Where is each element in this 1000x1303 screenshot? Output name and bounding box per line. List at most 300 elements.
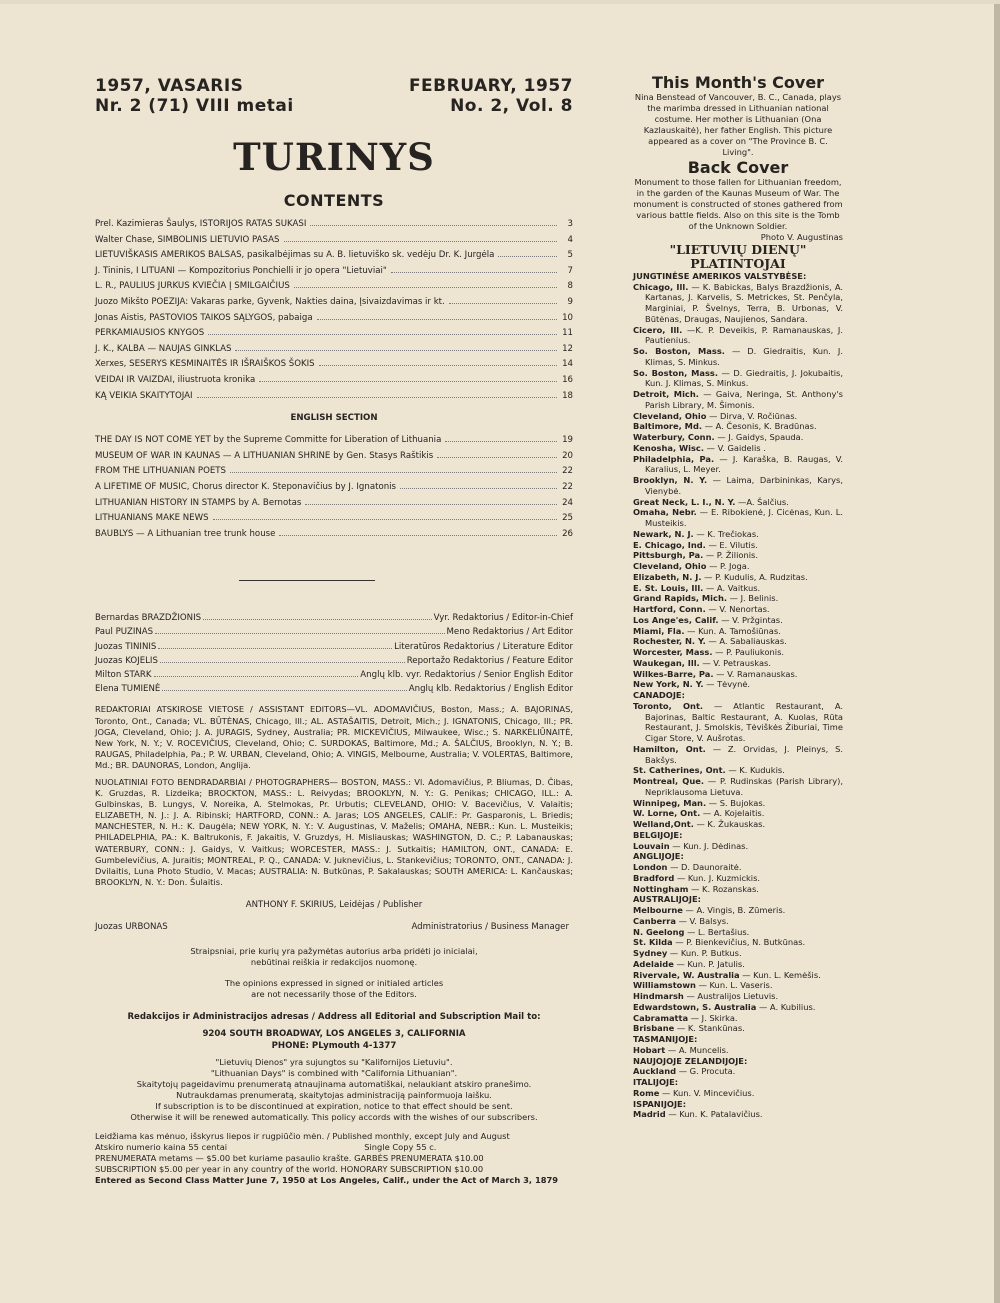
distributor-entry [633, 572, 843, 583]
distributor-city: Waukegan, Ill. [633, 657, 700, 668]
toc-entry-page: 10 [562, 312, 573, 323]
toc-entry-title: J. Tininis, I LITUANI — Kompozitorius Ponchielli ir jo opera "Lietuviai" [95, 265, 387, 276]
country-heading: AUSTRALIJOJE: [633, 894, 701, 905]
staff-entry [95, 642, 573, 656]
country-heading: TASMANIJOJE: [633, 1034, 698, 1045]
distributor-names: — P. Kudulis, A. Rudzitas. [704, 571, 808, 582]
staff-role: Meno Redaktorius / Art Editor [446, 627, 573, 638]
distributor-entry [633, 432, 843, 443]
issue-number-en: No. 2, Vol. 8 [450, 96, 573, 116]
toc-entry-page: 11 [562, 328, 573, 339]
toc-entry [95, 297, 573, 313]
distributor-names: — Gaiva, Neringa, St. Anthony's Parish Library, M. Šimonis. [645, 389, 843, 410]
distributor-city: Pittsburgh, Pa. [633, 550, 704, 561]
distributor-names: — Z. Orvidas, J. Pleinys, S. Bakšys. [645, 743, 844, 765]
distributor-names: — P. Joga. [709, 561, 750, 572]
toc-entry-page: 16 [562, 374, 573, 385]
distributor-names: — L. Bertašius. [687, 926, 750, 937]
staff-role: Anglų klb. vyr. Redaktorius / Senior English Editor [360, 670, 573, 681]
distributor-names: — Kun. P. Jatulis. [676, 958, 745, 969]
distributor-city: Brisbane [633, 1023, 675, 1034]
toc-entry-title: Juozo Mikšto POEZIJA: Vakaras parke, Gyvenk, Nakties daina, Įsivaizdavimas ir kt. [95, 296, 445, 307]
dot-leader [158, 648, 392, 649]
distributor-names: — A. Kubilius. [758, 1001, 816, 1012]
toc-entry-page: 18 [562, 390, 573, 401]
business-manager-role: Administratorius / Business Manager [411, 921, 569, 932]
distributor-names: — V. Pržgintas. [721, 614, 783, 625]
toc-entry-title: L. R., PAULIUS JURKUS KVIEČIA Į SMILGAIČIUS [95, 281, 290, 292]
distributor-entry [633, 862, 843, 873]
distributor-entry [633, 346, 843, 368]
toc-entry-page: 8 [567, 281, 573, 292]
distributor-names: —A. Šalčius. [738, 496, 789, 507]
distributor-names: — A. Vingis, B. Zūmeris. [685, 905, 786, 916]
distributor-names: — J. Skirka. [690, 1012, 738, 1023]
distributor-names: — J. Gaidys, Spauda. [717, 432, 804, 443]
staff-name: Milton STARK [95, 670, 152, 681]
distributor-entry [633, 884, 843, 895]
dot-leader [305, 504, 557, 505]
distributor-city: Grand Rapids, Mich. [633, 593, 728, 604]
toc-entry-title: Xerxes, SESERYS KESMINAITĖS IR IŠRAIŠKOS ŠOKIS [95, 359, 315, 370]
distributor-names: — Atlantic Restaurant, A. Bajorinas, Baltic Restaurant, A. Kuolas, Rūta Restaurant, J. Smolskis, Tėviškės Žiburiai, Time Cigar Store, V. Aušrotas. [645, 700, 843, 744]
distributor-names: — D. Daunoraitė. [670, 862, 742, 873]
distributor-entry [633, 679, 843, 690]
dot-leader [279, 535, 557, 536]
subscription-note-line: "Lietuvių Dienos" yra sujungtos su "Kalifornijos Lietuviu". [215, 1056, 453, 1067]
distributor-city: St. Kilda [633, 937, 673, 948]
dot-leader [155, 633, 444, 634]
distributor-city: So. Boston, Mass. [633, 346, 725, 357]
distributor-entry [633, 1013, 843, 1024]
toc-entry-page: 14 [562, 359, 573, 370]
distributor-names: — E. Ribokienė, J. Cicėnas, Kun. L. Musteikis. [645, 507, 843, 529]
toc-entry-title: Prel. Kazimieras Šaulys, ISTORIJOS RATAS SUKASI [95, 219, 307, 229]
staff-entry [95, 627, 573, 641]
toc-entry [95, 250, 573, 266]
issue-header [95, 76, 573, 116]
distributor-entry [633, 647, 843, 658]
footer-line: SUBSCRIPTION $5.00 per year in any country of the world. HONORARY SUBSCRIPTION $10.00 [95, 1163, 484, 1174]
distributor-entry [633, 593, 843, 604]
toc-entry [95, 498, 573, 514]
disclaimer-en [95, 978, 573, 1000]
toc-entry [95, 375, 573, 391]
distributor-entry [633, 1002, 843, 1013]
issue-date-lt: 1957, VASARIS [95, 76, 244, 96]
staff-role: Literatūros Redaktorius / Literature Editor [394, 641, 573, 652]
publication-footer [95, 1131, 573, 1185]
distributor-entry [633, 701, 843, 744]
toc-entry-title: J. K., KALBA — NAUJAS GINKLAS [95, 343, 232, 354]
dot-leader [154, 676, 359, 677]
toc-entry [95, 266, 573, 282]
distributor-entry [633, 744, 843, 766]
toc-entry [95, 313, 573, 329]
distributor-city: Kenosha, Wisc. [633, 442, 705, 453]
toc-entry [95, 235, 573, 251]
toc-entry-title: PERKAMIAUSIOS KNYGOS [95, 328, 205, 339]
distributor-entry [633, 980, 843, 991]
dot-leader [437, 457, 557, 458]
distributor-names: — S. Bujokas. [708, 797, 766, 808]
dot-leader [400, 488, 557, 489]
dot-leader [162, 690, 406, 691]
distributor-city: Auckland [633, 1066, 677, 1077]
distributor-city: Edwardstown, S. Australia [633, 1001, 757, 1012]
dot-leader [294, 287, 557, 288]
distributor-entry [633, 959, 843, 970]
dot-leader [160, 662, 405, 663]
distributor-city: So. Boston, Mass. [633, 367, 718, 378]
dot-leader [213, 519, 557, 520]
country-heading: ITALIJOJE: [633, 1077, 679, 1088]
contents-heading: CONTENTS [283, 191, 385, 210]
distributor-city: Hobart [633, 1044, 666, 1055]
distributor-city: Montreal, Que. [633, 776, 704, 787]
distributor-entry [633, 948, 843, 959]
toc-entry-title: LIETUVIŠKASIS AMERIKOS BALSAS, pasikalbėjimas su A. B. lietuviško sk. vedėju Dr. K. Jurgėla [95, 250, 495, 261]
toc-entry-page: 12 [562, 343, 573, 354]
toc-entry-title: THE DAY IS NOT COME YET by the Supreme Committe for Liberation of Lithuania [95, 435, 442, 446]
toc-entry-page: 24 [562, 497, 573, 508]
dot-leader [449, 303, 557, 304]
staff-entry [95, 670, 573, 684]
distributor-entry [633, 658, 843, 669]
distributor-city: Chicago, Ill. [633, 281, 689, 292]
distributor-entry [633, 1023, 843, 1034]
toc-entry-title: VEIDAI IR VAIZDAI, iliustruota kronika [95, 374, 256, 385]
distributor-city: Canberra [633, 915, 676, 926]
footer-line: Entered as Second Class Matter June 7, 1950 at Los Angeles, Calif., under the Act of March 3, 1879 [95, 1174, 559, 1185]
distributor-names: — V. Petrauskas. [702, 657, 772, 668]
dot-leader [319, 365, 557, 366]
toc-entry [95, 451, 573, 467]
distributor-city: Madrid [633, 1109, 666, 1120]
distributor-names: — A. Kojelaitis. [702, 808, 765, 819]
dot-leader [310, 225, 557, 226]
distributor-entry [633, 411, 843, 422]
distributor-entry [633, 529, 843, 540]
distributor-city: Melbourne [633, 905, 683, 916]
back-cover-heading: Back Cover [687, 158, 789, 178]
toc-entry-page: 26 [562, 528, 573, 539]
disclaimer-en-line: are not necessarily those of the Editors. [251, 988, 417, 999]
address-line: 9204 SOUTH BROADWAY, LOS ANGELES 3, CALIFORNIA [202, 1028, 466, 1039]
agents-subtitle: PLATINTOJAI [690, 255, 786, 271]
distributor-names: — K. Kudukis. [728, 765, 785, 776]
toc-entry [95, 281, 573, 297]
distributor-entry [633, 561, 843, 572]
subscription-note-line: Skaitytojų pageidavimu prenumeratą atnaujinama automatiškai, nelaukiant atskiro pranešimo. [136, 1079, 532, 1090]
toc-entry-title: Walter Chase, SIMBOLINIS LIETUVIO PASAS [95, 234, 280, 245]
distributor-names: — Kun. J. Dėdinas. [672, 840, 749, 851]
toc-entry-page: 7 [567, 265, 573, 276]
distributor-names: — E. Vilutis. [708, 539, 758, 550]
distributor-entry [633, 776, 843, 798]
distributor-city: Rivervale, W. Australia [633, 969, 740, 980]
distributor-city: Adelaide [633, 958, 674, 969]
distributor-city: Hamilton, Ont. [633, 743, 706, 754]
distributor-names: — P. Bienkevičius, N. Butkūnas. [675, 937, 806, 948]
left-column [95, 76, 573, 1185]
distributor-names: — D. Giedraitis, J. Jokubaitis, Kun. J. Klimas, S. Minkus. [645, 367, 844, 389]
dot-leader [498, 256, 557, 257]
distributor-entry [633, 916, 843, 927]
distributor-entry [633, 475, 843, 497]
assistant-editors: REDAKTORIAI ATSKIROSE VIETOSE / ASSISTANT EDITORS—VL. ADOMAVIČIUS, Boston, Mass.; A. BAJORINAS, Toronto, Ont., Canada; VL. BŪTĖNAS, Chicago, Ill.; AL. ASTAŠAITIS, Detroit, Mich.; J. IGNATONIS, Chicago, Ill.; PR. JOGA, Cleveland, Ohio; J. A. JURAGIS, Sydney, Australia; PR. MICKEVIČIUS, Milwaukee, Wisc.; S. NARKĖLIŪNAITĖ, New York, N. Y.; V. ROCEVIČIUS, Cleveland, Ohio; C. SURDOKAS, Baltimore, Md.; A. ŠALČIUS, Brooklyn, N. Y.; B. RAUGAS, Philadelphia, Pa.; P. W. URBAN, Cleveland, Ohio; A. VINGIS, Melbourne, Australia; V. VOLERTAS, Baltimore, Md.; BR. DAUNORAS, London, Anglija. [95, 704, 573, 770]
agents-title: "LIETUVIŲ DIENŲ" [669, 241, 807, 257]
staff-name: Bernardas BRAZDŽIONIS [95, 613, 202, 624]
distributor-city: Cleveland, Ohio [633, 561, 707, 572]
distributor-names: — K. Trečiokas. [696, 528, 759, 539]
toc-entry [95, 344, 573, 360]
distributor-names: — Kun. J. Kuzmickis. [676, 872, 761, 883]
distributor-city: London [633, 862, 668, 873]
distributor-entry [633, 905, 843, 916]
subscription-note-line: Otherwise it will be renewed automatically. This policy accords with the wishes of our subscribers. [130, 1112, 538, 1123]
distributor-city: Hindmarsh [633, 991, 684, 1002]
distributor-city: Wilkes-Barre, Pa. [633, 668, 714, 679]
toc-entry-title: A LIFETIME OF MUSIC, Chorus director K. Steponavičius by J. Ignatonis [95, 481, 397, 492]
staff-name: Juozas KOJELIS [95, 655, 158, 666]
toc-entry [95, 359, 573, 375]
distributor-city: Baltimore, Md. [633, 421, 703, 432]
address-heading: Redakcijos ir Administracijos adresas / Address all Editorial and Subscription Mail to: [127, 1011, 541, 1022]
distributor-city: Rochester, N. Y. [633, 636, 706, 647]
distributor-entry [633, 1109, 843, 1120]
distributor-names: — A. Vaitkus. [705, 582, 761, 593]
distributor-city: Worcester, Mass. [633, 647, 713, 658]
toc-entry-title: Jonas Aistis, PASTOVIOS TAIKOS SĄLYGOS, pabaiga [95, 312, 313, 323]
distributor-city: W. Lorne, Ont. [633, 808, 701, 819]
staff-entry [95, 684, 573, 698]
distributor-city: New York, N. Y. [633, 679, 704, 690]
distributor-names: — Kun. A. Tamošiūnas. [687, 625, 781, 636]
distributor-entry [633, 454, 843, 476]
distributor-city: Los Ange'es, Calif. [633, 614, 719, 625]
distributor-entry [633, 443, 843, 454]
toc-entry-page: 19 [562, 435, 573, 446]
toc-entry-page: 20 [562, 450, 573, 461]
distributor-city: Toronto, Ont. [633, 700, 704, 711]
country-heading: CANADOJE: [633, 690, 685, 701]
distributor-entry [633, 1088, 843, 1099]
distributor-city: St. Catherines, Ont. [633, 765, 726, 776]
distributor-names: — P. Rudinskas (Parish Library), Nepriklausoma Lietuva. [645, 776, 843, 797]
issue-number-lt: Nr. 2 (71) VIII metai [95, 96, 294, 116]
country-heading: ISPANIJOJE: [633, 1098, 687, 1109]
distributor-city: Miami, Fla. [633, 625, 685, 636]
distributor-city: Welland,Ont. [633, 819, 694, 830]
toc-entry [95, 482, 573, 498]
toc-entry-page: 22 [562, 466, 573, 477]
distributor-city: Nottingham [633, 883, 689, 894]
toc-entry-title: KĄ VEIKIA SKAITYTOJAI [95, 390, 193, 401]
distributor-names: — D. Giedraitis, Kun. J. Klimas, S. Minkus. [645, 346, 843, 367]
distributor-city: Detroit, Mich. [633, 389, 699, 400]
subscription-note-line: If subscription is to be discontinued at expiration, notice to that effect should be sent. [155, 1101, 513, 1112]
distributor-names: — G. Procuta. [678, 1066, 736, 1077]
distributor-names: — Kun. L. Vaseris. [698, 980, 773, 991]
dot-leader [197, 397, 557, 398]
distributor-entry [633, 1045, 843, 1056]
distributor-names: — K. Stankūnas. [676, 1023, 745, 1034]
back-cover-description: Monument to those fallen for Lithuanian freedom, in the garden of the Kaunas Museum of War. The monument is constructed of stones gathered from various battle fields. Also on this site is the Tomb of the Unknown Soldier. [633, 177, 843, 232]
distributor-entry [633, 626, 843, 637]
distributor-city: Waterbury, Conn. [633, 432, 715, 443]
dot-leader [445, 441, 557, 442]
distributor-entry [633, 873, 843, 884]
toc-entry [95, 391, 573, 407]
business-manager [95, 922, 573, 932]
distributor-city: Williamstown [633, 980, 696, 991]
distributor-city: Cabramatta [633, 1012, 689, 1023]
distributor-entry [633, 604, 843, 615]
distributor-city: Elizabeth, N. J. [633, 571, 702, 582]
distributor-names: — Tėvynė. [706, 679, 751, 690]
distributor-entry [633, 368, 843, 390]
distributor-names: — Kun. L. Kemėšis. [742, 969, 821, 980]
staff-name: Juozas TININIS [95, 641, 157, 652]
distributor-entry [633, 550, 843, 561]
toc-entry-title: FROM THE LITHUANIAN POETS [95, 466, 226, 477]
distributor-city: Cleveland, Ohio [633, 410, 707, 421]
country-heading: ANGLIJOJE: [633, 851, 684, 862]
toc-entry [95, 219, 573, 235]
page-title: TURINYS [233, 135, 435, 179]
distributor-names: — J. Karaška, B. Raugas, V. Karalius, L. Meyer. [645, 453, 844, 475]
toc-entry [95, 328, 573, 344]
photographers: NUOLATINIAI FOTO BENDRADARBIAI / PHOTOGRAPHERS— BOSTON, MASS.: Vl. Adomavičius, P. Bliumas, D. Čibas, K. Gruzdas, R. Lizdeika; BROCKTON, MASS.: L. Reivydas; BROOKLYN, N. Y.: G. Penikas; CHICAGO, ILL.: A. Gulbinskas, B. Lungys, V. Noreika, A. Stelmokas, Pr. Urbutis; CLEVELAND, OHIO: V. Bacevičius, V. Valaitis; ELIZABETH, N. J.: J. A. Ribinski; HARTFORD, CONN.: A. Jaras; LOS ANGELES, CALIF.: Pr. Gasparonis, L. Briedis; MANCHESTER, N. H.: K. Daugėla; NEW YORK, N. Y.: V. Augustinas, V. Maželis; OMAHA, NEBR.: Kun. L. Musteikis; PHILADELPHIA, PA.: K. Baltrukonis, F. Jakaitis, V. Gruzdys, H. Misliauskas; WASHINGTON, D. C.; P. Labanauskas; WATERBURY, CONN.: J. Gaidys, V. Vaitkus; WORCESTER, MASS.: J. Sutkaitis; HAMILTON, ONT., CANADA: E. Gumbelevičius, A. Juraitis; MONTREAL, P. Q., CANADA: V. Juknevičius, L. Stankevičius; TORONTO, ONT., CANADA: J. Dvilaitis, Luna Photo Studio, V. Macas; AUSTRALIA: N. Butkūnas, P. Sakalauskas; SOUTH AMERICA: L. Kančauskas; BROOKLYN, N. Y.: Don. Šulaitis. [95, 776, 573, 887]
footer-line: PRENUMERATA metams — $5.00 bet kuriame pasaulio krašte. GARBĖS PRENUMERATA $10.00 [95, 1153, 484, 1164]
subscription-note-line: "Lithuanian Days" is combined with "California Lithuanian". [210, 1068, 458, 1078]
toc-entry [95, 435, 573, 451]
staff-entry [95, 656, 573, 670]
distributor-names: — V. Ramanauskas. [716, 668, 798, 679]
distributor-names: — A. Muncelis. [667, 1044, 729, 1055]
distributor-city: Cicero, Ill. [633, 324, 683, 335]
distributor-entry [633, 927, 843, 938]
divider [239, 580, 375, 581]
distributor-city: Brooklyn, N. Y. [633, 475, 708, 486]
subscription-note-line: Nutraukdamas prenumeratą, skaitytojas administraciją painformuoja laišku. [176, 1090, 492, 1101]
toc-entry-page: 9 [567, 296, 573, 307]
right-column [633, 74, 843, 1120]
dot-leader [203, 619, 431, 620]
distributor-entry [633, 615, 843, 626]
distributor-names: — A. Sabaliauskas. [708, 636, 787, 647]
country-heading: JUNGTINĖSE AMERIKOS VALSTYBĖSE: [633, 270, 807, 281]
staff-role: Anglų klb. Redaktorius / English Editor [408, 684, 573, 695]
distributor-city: Omaha, Nebr. [633, 507, 697, 518]
toc-entry-page: 4 [567, 234, 573, 245]
distributor-city: Bradford [633, 872, 675, 883]
distributor-entry [633, 765, 843, 776]
distributor-entry [633, 636, 843, 647]
distributor-city: E. St. Louis, Ill. [633, 582, 704, 593]
distributor-entry [633, 282, 843, 325]
english-section-heading: ENGLISH SECTION [290, 413, 378, 424]
toc-entry-title: BAUBLYS — A Lithuanian tree trunk house [95, 528, 276, 539]
distributor-names: — Kun. P. Butkus. [669, 948, 742, 959]
toc-entry [95, 529, 573, 545]
distributor-entry [633, 819, 843, 830]
distributor-entry [633, 583, 843, 594]
distributor-city: Great Neck, L. I., N. Y. [633, 496, 736, 507]
disclaimer-lt [95, 946, 573, 968]
staff-role: Vyr. Redaktorius / Editor-in-Chief [433, 613, 573, 624]
distributor-names: — V. Balsys. [678, 915, 729, 926]
distributor-entry [633, 421, 843, 432]
distributor-city: Hartford, Conn. [633, 604, 706, 615]
distributor-names: —K. P. Deveikis, P. Ramanauskas, J. Pautienius. [645, 324, 844, 346]
distributor-entry [633, 798, 843, 809]
subscription-notes [95, 1057, 573, 1124]
distributor-city: N. Geelong [633, 926, 685, 937]
table-of-contents-english [95, 435, 573, 544]
distributor-names: — P. Žilionis. [705, 550, 758, 561]
staff-role: Reportažo Redaktorius / Feature Editor [406, 655, 573, 666]
dot-leader [284, 241, 557, 242]
footer-line: Leidžiama kas mėnuo, išskyrus liepos ir rugpiūčio mėn. / Published monthly, except July and August [95, 1131, 510, 1142]
toc-entry-page: 25 [562, 513, 573, 524]
distributor-names: — K. Žukauskas. [696, 819, 766, 830]
business-manager-name: Juozas URBONAS [95, 921, 168, 932]
distributor-entry [633, 507, 843, 529]
distributor-names: — Kun. K. Patalavičius. [668, 1109, 763, 1120]
dot-leader [235, 350, 557, 351]
country-heading: BELGIJOJE: [633, 829, 683, 840]
page-top-edge [0, 0, 1000, 4]
distributor-entry [633, 325, 843, 347]
dot-leader [230, 472, 557, 473]
distributor-entry [633, 389, 843, 411]
page-edge [994, 0, 1000, 1303]
distributor-entry [633, 841, 843, 852]
dot-leader [391, 272, 557, 273]
distributor-entry [633, 808, 843, 819]
distributor-city: Philadelphia, Pa. [633, 453, 715, 464]
distributor-names: — J. Belinis. [729, 593, 779, 604]
distributor-city: Louvain [633, 840, 670, 851]
dot-leader [208, 334, 557, 335]
distributor-entry [633, 1066, 843, 1077]
disclaimer-lt-line: nebūtinai reiškia ir redakcijos nuomonę. [250, 956, 418, 967]
distributor-names: — K. Babickas, Balys Brazdžionis, A. Kartanas, J. Karvelis, S. Metrickes, St. Penčyla, Marginiai, P. Švelnys, Terra, B. Urbonas, V. Būtėnas, Draugas, Naujienos, Sandara. [645, 281, 843, 324]
issue-date-en: FEBRUARY, 1957 [408, 76, 573, 96]
dot-leader [317, 319, 557, 320]
distributor-city: Sydney [633, 948, 668, 959]
distributor-names: — Laima, Darbininkas, Karys, Vienybė. [645, 475, 844, 496]
cover-heading: This Month's Cover [651, 73, 825, 92]
staff-name: Paul PUZINAS [95, 627, 154, 638]
dot-leader [259, 381, 557, 382]
staff-name: Elena TUMIENĖ [95, 684, 161, 695]
toc-entry-page: 3 [567, 219, 573, 229]
distributor-names: — Australijos Lietuvis. [686, 991, 779, 1002]
distributor-city: Newark, N. J. [633, 528, 694, 539]
distributor-names: — Kun. V. Mincevičius. [662, 1087, 755, 1098]
distributor-names: — P. Pauliukonis. [715, 647, 785, 658]
toc-entry-title: LITHUANIANS MAKE NEWS [95, 513, 209, 524]
toc-entry [95, 466, 573, 482]
distributor-entry [633, 991, 843, 1002]
cover-description: Nina Benstead of Vancouver, B. C., Canada, plays the marimba dressed in Lithuanian national costume. Her mother is Lithuanian (Ona Kazlauskaitė), her father English. This picture appeared as a cover on "The Province B. C. Living". [634, 92, 842, 157]
distributor-entry [633, 497, 843, 508]
editorial-staff [95, 613, 573, 698]
disclaimer-en-line: The opinions expressed in signed or initialed articles [224, 977, 444, 988]
